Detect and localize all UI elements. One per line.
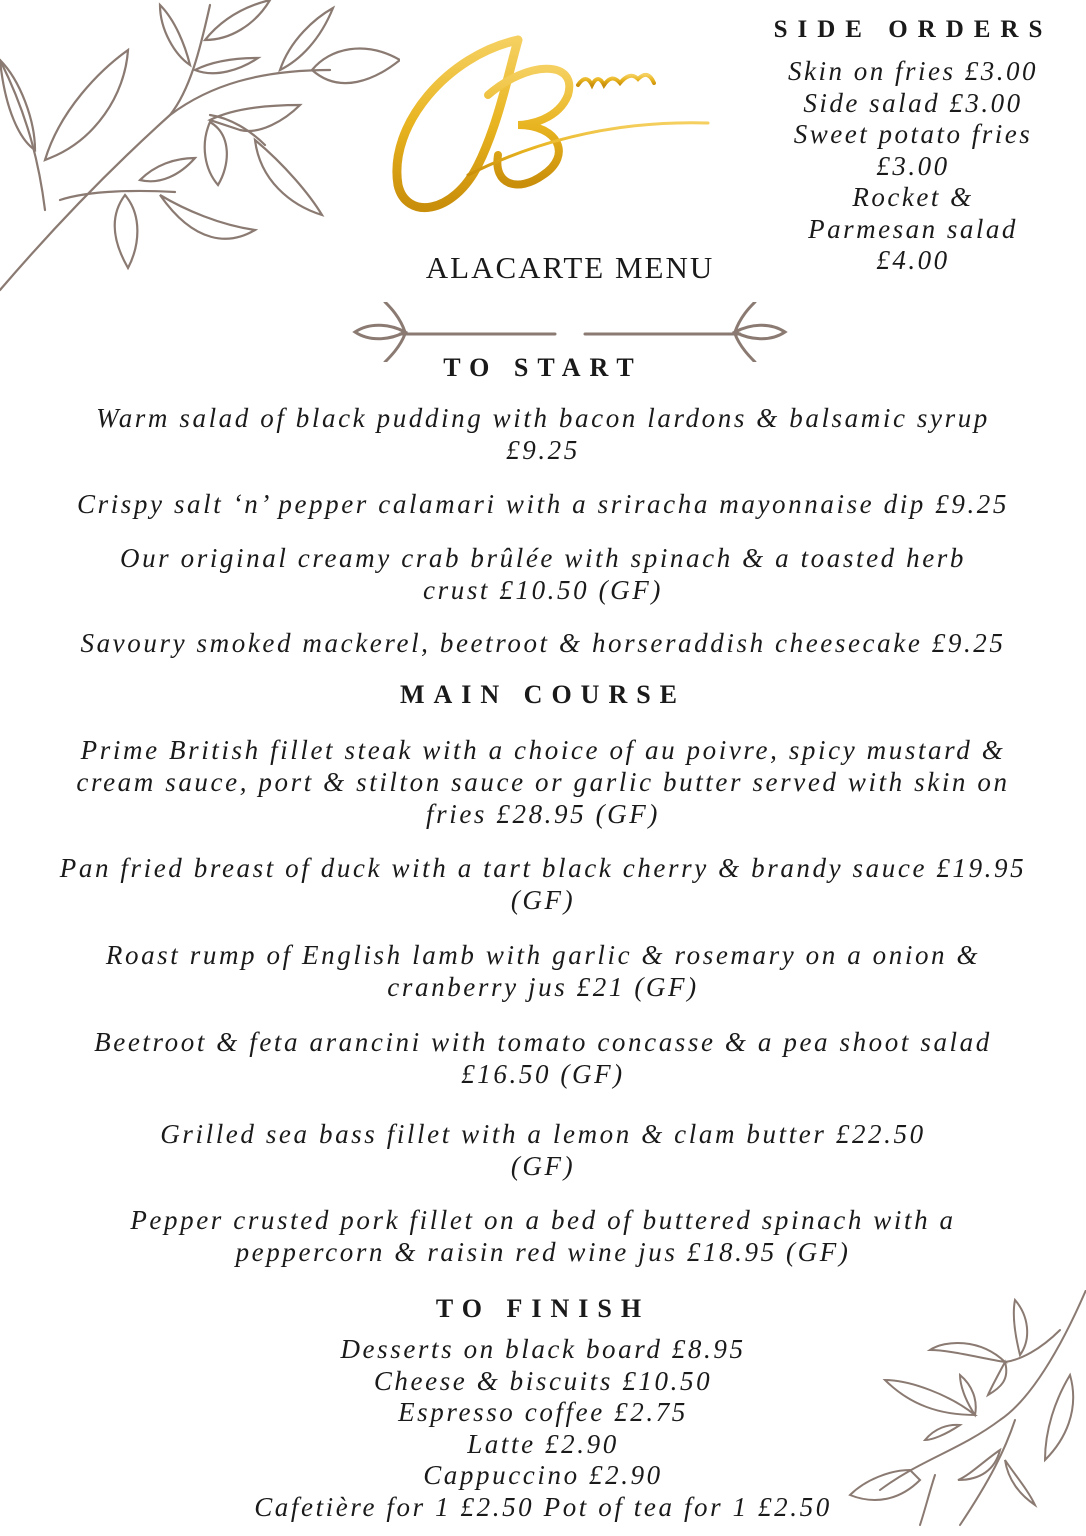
finish-item: Espresso coffee £2.75	[398, 1397, 688, 1427]
item-price: £16.50 (GF)	[461, 1059, 625, 1089]
section-heading-to-finish: TO FINISH	[435, 1294, 651, 1323]
item-text: Warm salad of black pudding with bacon lardons & balsamic syrup	[96, 403, 990, 433]
section-heading-main-course: MAIN COURSE	[399, 680, 687, 709]
item-text: Pan fried breast of duck with a tart black cherry & brandy sauce £19.95	[59, 853, 1027, 883]
menu-item-lamb	[0, 939, 1086, 1003]
finish-item: Cafetière for 1 £2.50 Pot of tea for 1 £2.50	[254, 1491, 832, 1522]
finish-item: Latte £2.90	[467, 1428, 619, 1459]
menu-item-sea-bass	[0, 1118, 1086, 1182]
menu-item-pork-fillet	[0, 1204, 1086, 1268]
item-price: (GF)	[510, 1151, 576, 1181]
finish-item: Cheese & biscuits £10.50	[373, 1365, 713, 1396]
side-order-item: £4.00	[876, 245, 950, 275]
side-order-item: Rocket &	[852, 182, 974, 212]
burrs-logo	[378, 35, 718, 225]
item-text: cream sauce, port & stilton sauce or garlic butter served with skin on	[76, 767, 1010, 797]
side-orders-list	[760, 56, 1066, 277]
item-price: (GF)	[510, 885, 576, 915]
side-order-item: Skin on fries £3.00	[788, 56, 1038, 86]
menu-title: ALACARTE MENU	[425, 250, 715, 285]
side-order-item: £3.00	[876, 150, 950, 181]
menu-item-duck	[0, 852, 1086, 916]
side-order-item: Parmesan salad	[808, 213, 1018, 244]
item-price: peppercorn & raisin red wine jus £18.95 (GF)	[235, 1237, 851, 1267]
item-text: Roast rump of English lamb with garlic & rosemary on a onion &	[105, 940, 981, 970]
side-orders-heading: SIDE ORDERS	[773, 16, 1053, 43]
side-order-item: Sweet potato fries	[793, 119, 1033, 149]
leaf-branch-decoration-top-left-icon	[0, 0, 400, 300]
menu-item-calamari	[0, 488, 1086, 520]
menu-item-black-pudding	[0, 402, 1086, 466]
item-price: cranberry jus £21 (GF)	[387, 972, 699, 1002]
item-text: Grilled sea bass fillet with a lemon & clam butter £22.50	[160, 1119, 926, 1149]
section-heading-to-start: TO START	[443, 353, 643, 382]
finish-item: Cappuccino £2.90	[423, 1460, 663, 1490]
item-text: Pepper crusted pork fillet on a bed of buttered spinach with a	[130, 1205, 956, 1235]
leaf-branch-decoration-bottom-right-icon	[840, 1290, 1086, 1536]
item-text: Beetroot & feta arancini with tomato concasse & a pea shoot salad	[94, 1027, 992, 1057]
finish-item: Desserts on black board £8.95	[340, 1334, 746, 1364]
menu-item-fillet-steak	[0, 734, 1086, 830]
item-price: fries £28.95 (GF)	[426, 799, 660, 829]
item-price: crust £10.50 (GF)	[423, 575, 663, 605]
item-text: Savoury smoked mackerel, beetroot & horseraddish cheesecake £9.25	[80, 628, 1006, 658]
item-text: Crispy salt ‘n’ pepper calamari with a sriracha mayonnaise dip £9.25	[76, 489, 1010, 519]
menu-item-arancini	[0, 1026, 1086, 1090]
item-text: Our original creamy crab brûlée with spinach & a toasted herb	[119, 543, 967, 573]
menu-item-crab-brulee	[0, 542, 1086, 606]
menu-item-mackerel-cheesecake	[0, 627, 1086, 659]
side-order-item: Side salad £3.00	[803, 87, 1023, 118]
item-text: Prime British fillet steak with a choice of au poivre, spicy mustard &	[80, 735, 1006, 765]
item-price: £9.25	[506, 435, 580, 465]
